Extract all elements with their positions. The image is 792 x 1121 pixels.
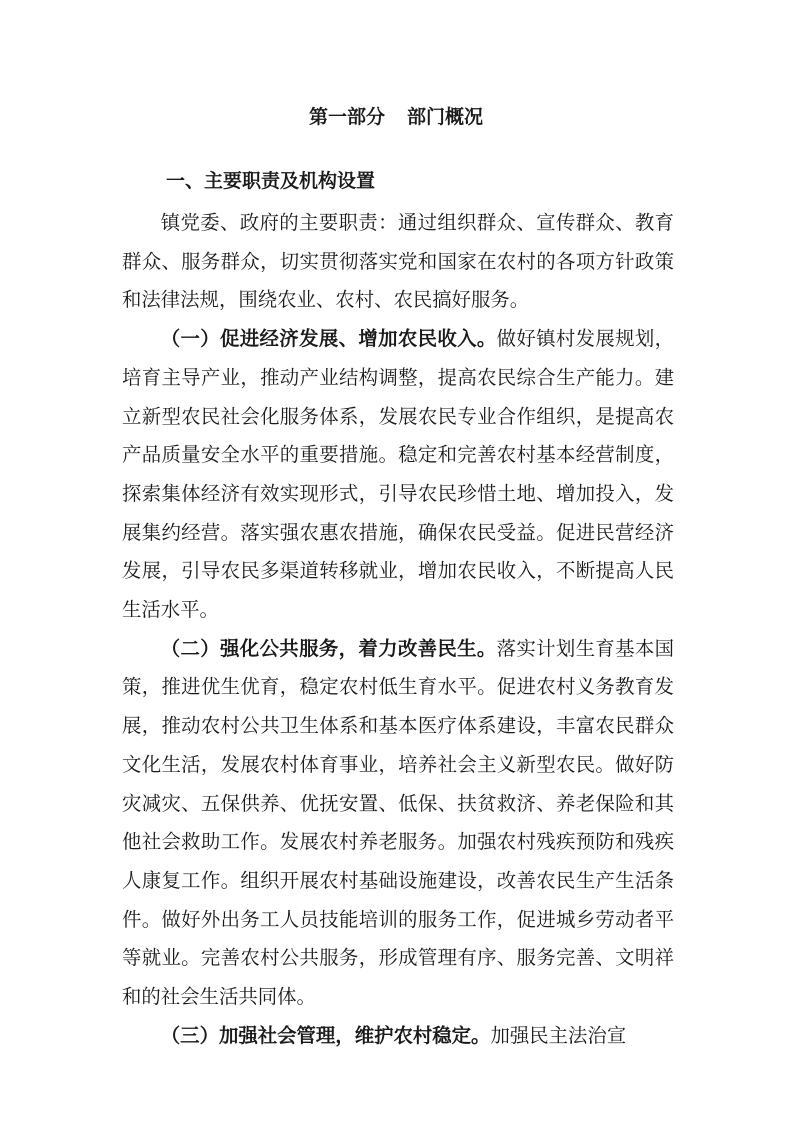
title-name: 部门概况 — [407, 106, 484, 128]
item-paragraph-1 — [122, 320, 674, 630]
item-text-1: 做好镇村发展规划，培育主导产业，推动产业结构调整，提高农民综合生产能力。建立新型农民社会化服务体系，发展农民专业合作组织，是提高农产品质量安全水平的重要措施。稳定和完善农村基本经营制度，探索集体经济有效实现形式，引导农民珍惜土地、增加投入，发展集约经营。落实强农惠农措施，确保农民受益。促进民营经济发展，引导农民多渠道转移就业，增加农民收入，不断提高人民生活水平。 — [122, 327, 675, 622]
item-paragraph-3 — [122, 1017, 674, 1056]
item-text-2: 落实计划生育基本国策，推进优生优育，稳定农村低生育水平。促进农村义务教育发展，推动农村公共卫生体系和基本医疗体系建设，丰富农民群众文化生活，发展农村体育事业，培养社会主义新型农民。做好防灾减灾、五保供养、优抚安置、低保、扶贫救济、养老保险和其他社会救助工作。发展农村养老服务。加强农村残疾预防和残疾人康复工作。组织开展农村基础设施建设，改善农民生产生活条件。做好外出务工人员技能培训的服务工作，促进城乡劳动者平等就业。完善农村公共服务，形成管理有序、服务完善、文明祥和的社会生活共同体。 — [122, 636, 675, 1009]
document-body — [122, 204, 674, 1055]
item-paragraph-2 — [122, 630, 674, 1017]
section-heading: 一、主要职责及机构设置 — [166, 170, 376, 192]
intro-paragraph: 镇党委、政府的主要职责：通过组织群众、宣传群众、教育群众、服务群众，切实贯彻落实党和国家在农村的各项方针政策和法律法规，围绕农业、农村、农民搞好服务。 — [122, 211, 674, 312]
item-text-3: 加强民主法治宣 — [490, 1023, 627, 1047]
item-lead-2: （二）强化公共服务，着力改善民生。 — [160, 636, 497, 660]
title-part: 第一部分 — [308, 106, 385, 128]
item-lead-1: （一）促进经济发展、增加农民收入。 — [160, 327, 497, 351]
page-title — [0, 100, 792, 134]
item-lead-3: （三）加强社会管理，维护农村稳定。 — [160, 1023, 491, 1047]
